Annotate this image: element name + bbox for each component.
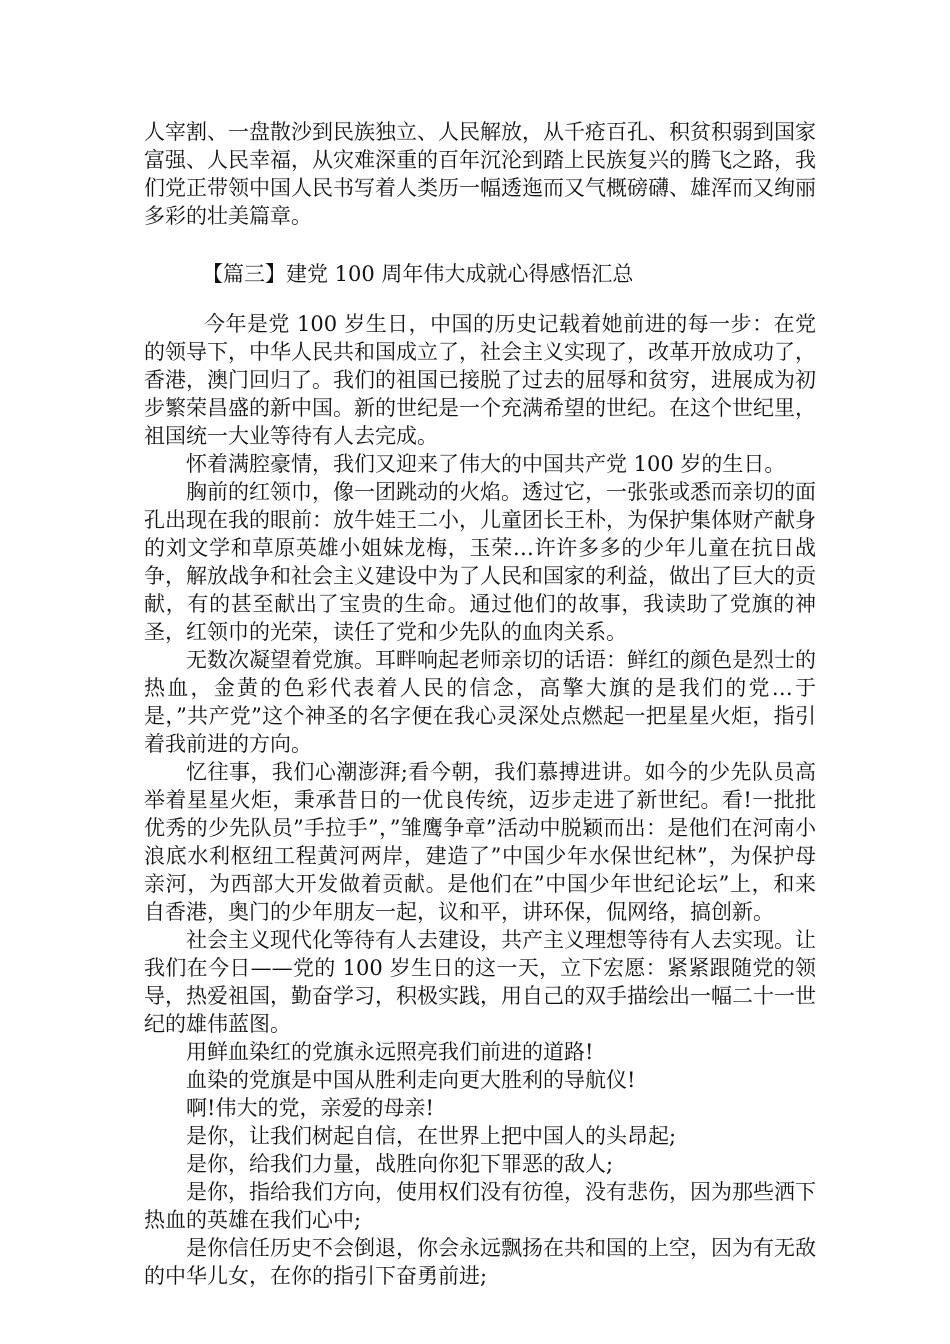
body-paragraph: 社会主义现代化等待有人去建设，共产主义理想等待有人去实现。让我们在今日——党的 100 岁生日的这一天，立下宏愿：紧紧跟随党的领导，热爱祖国，勤奋学习，积极实践，用自己的双手描绘出一幅二十一世纪的雄伟蓝图。: [144, 928, 816, 1036]
body-paragraph: 啊!伟大的党，亲爱的母亲!: [186, 1096, 434, 1120]
body-paragraph: 忆往事，我们心潮澎湃;看今朝，我们慕搏进讲。如今的少先队员高举着星星火炬，秉承昔日的一优良传统，迈步走进了新世纪。看!一批批优秀的少先队员”手拉手”，”雏鹰争章”活动中脱颖而出：是他们在河南小浪底水利枢纽工程黄河两岸，建造了”中国少年水保世纪林”，为保护母亲河，为西部大开发做着贡献。是他们在”中国少年世纪论坛”上，和来自香港，奥门的少年朋友一起，议和平，讲环保，侃网络，搞创新。: [144, 760, 816, 924]
body-paragraph: 今年是党 100 岁生日，中国的历史记载着她前进的每一步：在党的领导下，中华人民共和国成立了，社会主义实现了，改革开放成功了，香港，澳门回归了。我们的祖国已接脱了过去的屈辱和贫穷，进展成为初步繁荣昌盛的新中国。新的世纪是一个充满希望的世纪。在这个世纪里，祖国统一大业等待有人去完成。: [144, 312, 816, 448]
body-paragraph: 胸前的红领巾，像一团跳动的火焰。透过它，一张张或悉而亲切的面孔出现在我的眼前：放牛娃王二小，儿童团长王朴，为保护集体财产献身的刘文学和草原英雄小姐妹龙梅，玉荣…许许多多的少年儿童在抗日战争，解放战争和社会主义建设中为了人民和国家的利益，做出了巨大的贡献，有的甚至献出了宝贵的生命。通过他们的故事，我读助了党旗的神圣，红领巾的光荣，读任了党和少先队的血肉关系。: [144, 480, 816, 644]
body-paragraph: 是你，给我们力量，战胜向你犯下罪恶的敌人;: [186, 1152, 614, 1176]
body-paragraph: 用鲜血染红的党旗永远照亮我们前进的道路!: [186, 1040, 594, 1064]
body-paragraph: 怀着满腔豪情，我们又迎来了伟大的中国共产党 100 岁的生日。: [186, 452, 786, 476]
section-heading: 【篇三】建党 100 周年伟大成就心得感悟汇总: [202, 262, 634, 286]
body-paragraph: 无数次凝望着党旗。耳畔响起老师亲切的话语：鲜红的颜色是烈士的热血，金黄的色彩代表着人民的信念，高擎大旗的是我们的党…于是，”共产党”这个神圣的名字便在我心灵深处点燃起一把星星火炬，指引着我前进的方向。: [144, 648, 816, 756]
document-page: [144, 118, 816, 1290]
body-paragraph: 是你，指给我们方向，使用权们没有彷徨，没有悲伤，因为那些洒下热血的英雄在我们心中;: [144, 1180, 816, 1232]
body-paragraph: 是你，让我们树起自信，在世界上把中国人的头昂起;: [186, 1124, 677, 1148]
intro-paragraph: 人宰割、一盘散沙到民族独立、人民解放，从千疮百孔、积贫积弱到国家富强、人民幸福，从灾难深重的百年沉沦到踏上民族复兴的腾飞之路，我们党正带领中国人民书写着人类历一幅透迤而又气概磅礴、雄浑而又绚丽多彩的壮美篇章。: [144, 120, 816, 228]
body-paragraph: 是你信任历史不会倒退，你会永远飘扬在共和国的上空，因为有无敌的中华儿女，在你的指引下奋勇前进;: [144, 1236, 816, 1288]
body-paragraph: 血染的党旗是中国从胜利走向更大胜利的导航仪!: [186, 1068, 636, 1092]
